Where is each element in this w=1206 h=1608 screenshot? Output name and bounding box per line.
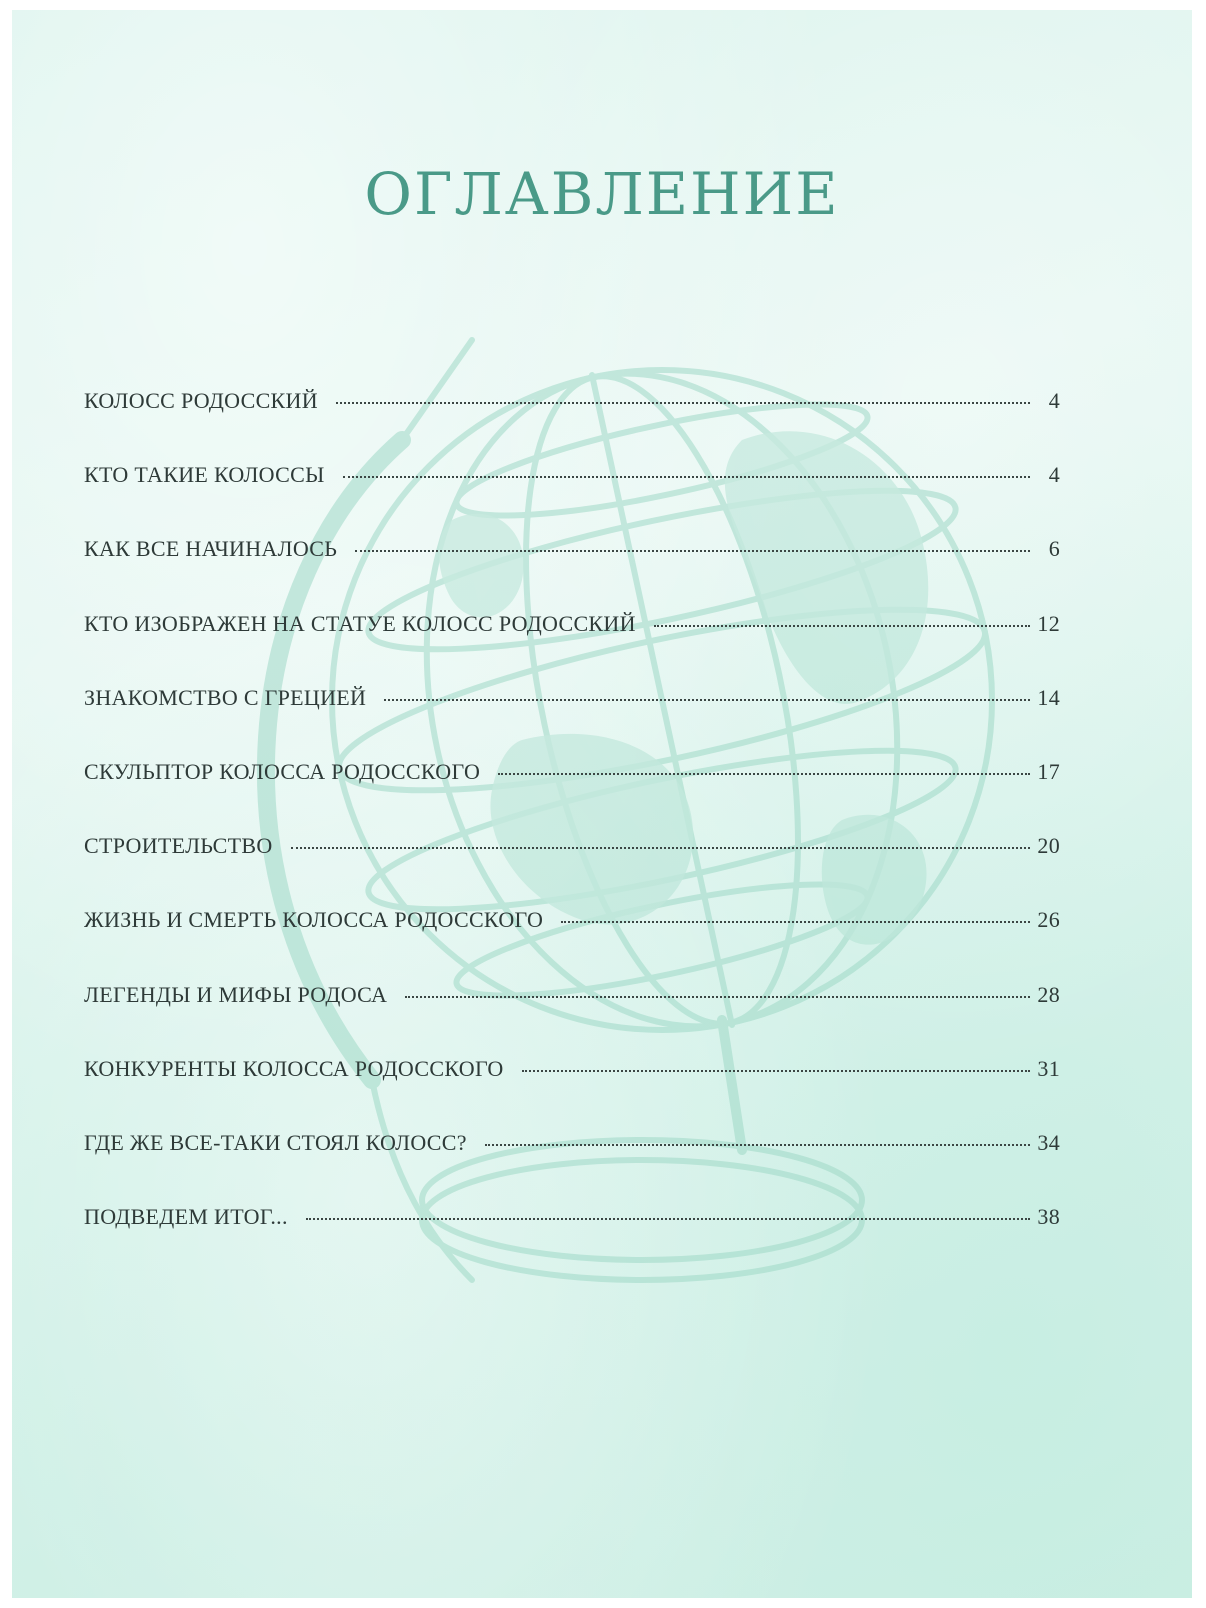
- dot-leader: [343, 476, 1030, 478]
- toc-page-number: 17: [1037, 758, 1060, 784]
- toc-page-number: 6: [1048, 536, 1060, 562]
- toc-entry-title: КТО ИЗОБРАЖЕН НА СТАТУЕ КОЛОСС РОДОССКИЙ: [84, 610, 636, 636]
- toc-entry[interactable]: [84, 907, 1060, 981]
- toc-entry[interactable]: [84, 462, 1060, 536]
- dot-leader: [654, 625, 1030, 627]
- toc-entry[interactable]: [84, 685, 1060, 759]
- toc-entry[interactable]: [84, 388, 1060, 462]
- toc-entry-title: КОЛОСС РОДОССКИЙ: [84, 388, 318, 413]
- toc-entry-title: ЖИЗНЬ И СМЕРТЬ КОЛОССА РОДОССКОГО: [84, 907, 544, 933]
- dot-leader: [355, 550, 1030, 552]
- dot-leader: [405, 996, 1030, 998]
- dot-leader: [498, 773, 1030, 775]
- toc-page-number: 12: [1037, 610, 1060, 636]
- toc-entry[interactable]: [84, 1130, 1060, 1204]
- toc-entry-title: ЛЕГЕНДЫ И МИФЫ РОДОСА: [84, 981, 388, 1007]
- toc-entry[interactable]: [84, 1204, 1060, 1278]
- toc-entry[interactable]: [84, 982, 1060, 1056]
- toc-entry-title: ЗНАКОМСТВО С ГРЕЦИЕЙ: [84, 684, 367, 710]
- toc-page-number: 4: [1048, 462, 1060, 488]
- toc-entry-title: КАК ВСЕ НАЧИНАЛОСЬ: [84, 536, 338, 562]
- toc-entry[interactable]: [84, 759, 1060, 833]
- dot-leader: [522, 1070, 1030, 1072]
- dot-leader: [291, 847, 1030, 849]
- toc-page-number: 14: [1037, 684, 1060, 710]
- page-title: ОГЛАВЛЕНИЕ: [364, 160, 840, 228]
- dot-leader: [485, 1144, 1030, 1146]
- toc-page-number: 28: [1037, 981, 1060, 1007]
- dot-leader: [306, 1218, 1030, 1220]
- dot-leader: [336, 402, 1030, 404]
- toc-page-number: 34: [1037, 1129, 1060, 1155]
- toc-entry[interactable]: [84, 833, 1060, 907]
- dot-leader: [561, 921, 1030, 923]
- toc-entry[interactable]: [84, 536, 1060, 610]
- toc-page-number: 38: [1037, 1204, 1060, 1230]
- toc-page-number: 26: [1037, 907, 1060, 933]
- toc-page-number: 31: [1037, 1055, 1060, 1081]
- toc-page-number: 4: [1048, 388, 1060, 413]
- toc-entry-title: КОНКУРЕНТЫ КОЛОССА РОДОССКОГО: [84, 1055, 504, 1081]
- book-page: [12, 10, 1192, 1598]
- toc-entry[interactable]: [84, 611, 1060, 685]
- dot-leader: [384, 699, 1030, 701]
- toc-entry-title: КТО ТАКИЕ КОЛОССЫ: [84, 462, 325, 488]
- toc-entry-title: СТРОИТЕЛЬСТВО: [84, 833, 273, 859]
- toc-page-number: 20: [1037, 833, 1060, 859]
- table-of-contents: [84, 388, 1060, 1278]
- toc-entry-title: ГДЕ ЖЕ ВСЕ-ТАКИ СТОЯЛ КОЛОСС?: [84, 1129, 467, 1155]
- toc-entry-title: СКУЛЬПТОР КОЛОССА РОДОССКОГО: [84, 758, 481, 784]
- toc-entry[interactable]: [84, 1056, 1060, 1130]
- toc-entry-title: ПОДВЕДЕМ ИТОГ...: [84, 1204, 288, 1230]
